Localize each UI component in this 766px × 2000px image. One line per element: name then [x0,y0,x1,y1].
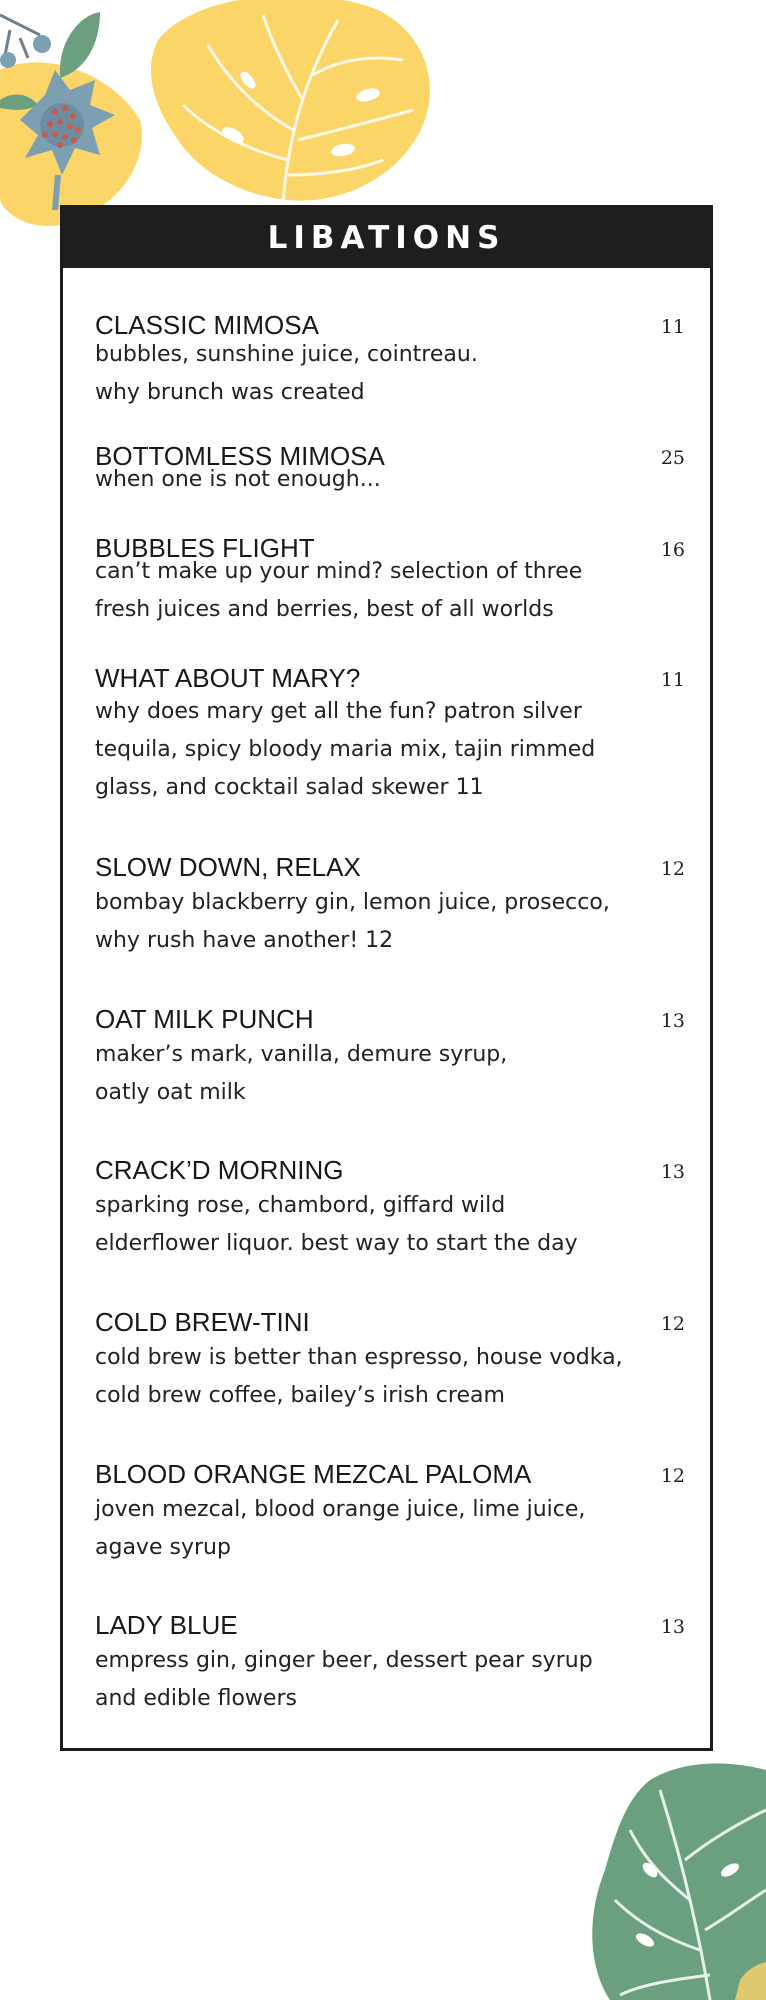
menu-header [63,208,710,268]
item-name: CRACK’D MORNING [95,1155,344,1185]
item-name: SLOW DOWN, RELAX [95,852,361,882]
item-name: COLD BREW-TINI [95,1307,310,1337]
item-price: 12 [660,1313,685,1335]
item-price: 12 [660,858,685,880]
item-description: sparking rose, chambord, giffard wild elderflower liquor. best way to start the day [95,1193,578,1256]
item-name: OAT MILK PUNCH [95,1004,314,1034]
item-name: BUBBLES FLIGHT [95,533,315,563]
blue-flower-icon [0,0,150,230]
item-name: BLOOD ORANGE MEZCAL PALOMA [95,1459,532,1489]
menu-card [60,205,713,1751]
item-price: 11 [660,669,685,691]
item-price: 12 [660,1465,685,1487]
item-description: cold brew is better than espresso, house vodka, cold brew coffee, bailey’s irish cream [95,1345,623,1408]
yellow-monstera-leaf-icon [138,0,438,205]
item-price: 13 [660,1161,685,1183]
item-description: bubbles, sunshine juice, cointreau. why brunch was created [95,342,478,405]
item-price: 13 [660,1010,685,1032]
item-description: joven mezcal, blood orange juice, lime juice, agave syrup [95,1497,586,1560]
item-description: why does mary get all the fun? patron silver tequila, spicy bloody maria mix, tajin rimmed glass, and cocktail salad skewer 11 [95,699,596,800]
item-price: 16 [660,539,685,561]
item-price: 11 [660,316,685,338]
item-description: empress gin, ginger beer, dessert pear syrup and edible flowers [95,1648,593,1711]
item-name: LADY BLUE [95,1610,238,1640]
item-price: 13 [660,1616,685,1638]
item-name: WHAT ABOUT MARY? [95,663,361,693]
menu-title: LIBATIONS [267,220,506,256]
item-price: 25 [660,447,685,469]
item-name: CLASSIC MIMOSA [95,310,319,340]
item-name: BOTTOMLESS MIMOSA [95,441,385,471]
green-monstera-leaf-icon [590,1750,766,2000]
item-description: when one is not enough... [95,467,381,492]
item-description: bombay blackberry gin, lemon juice, prosecco, why rush have another! 12 [95,890,610,953]
item-description: can’t make up your mind? selection of three fresh juices and berries, best of all worlds [95,559,583,622]
item-description: maker’s mark, vanilla, demure syrup, oatly oat milk [95,1042,508,1105]
